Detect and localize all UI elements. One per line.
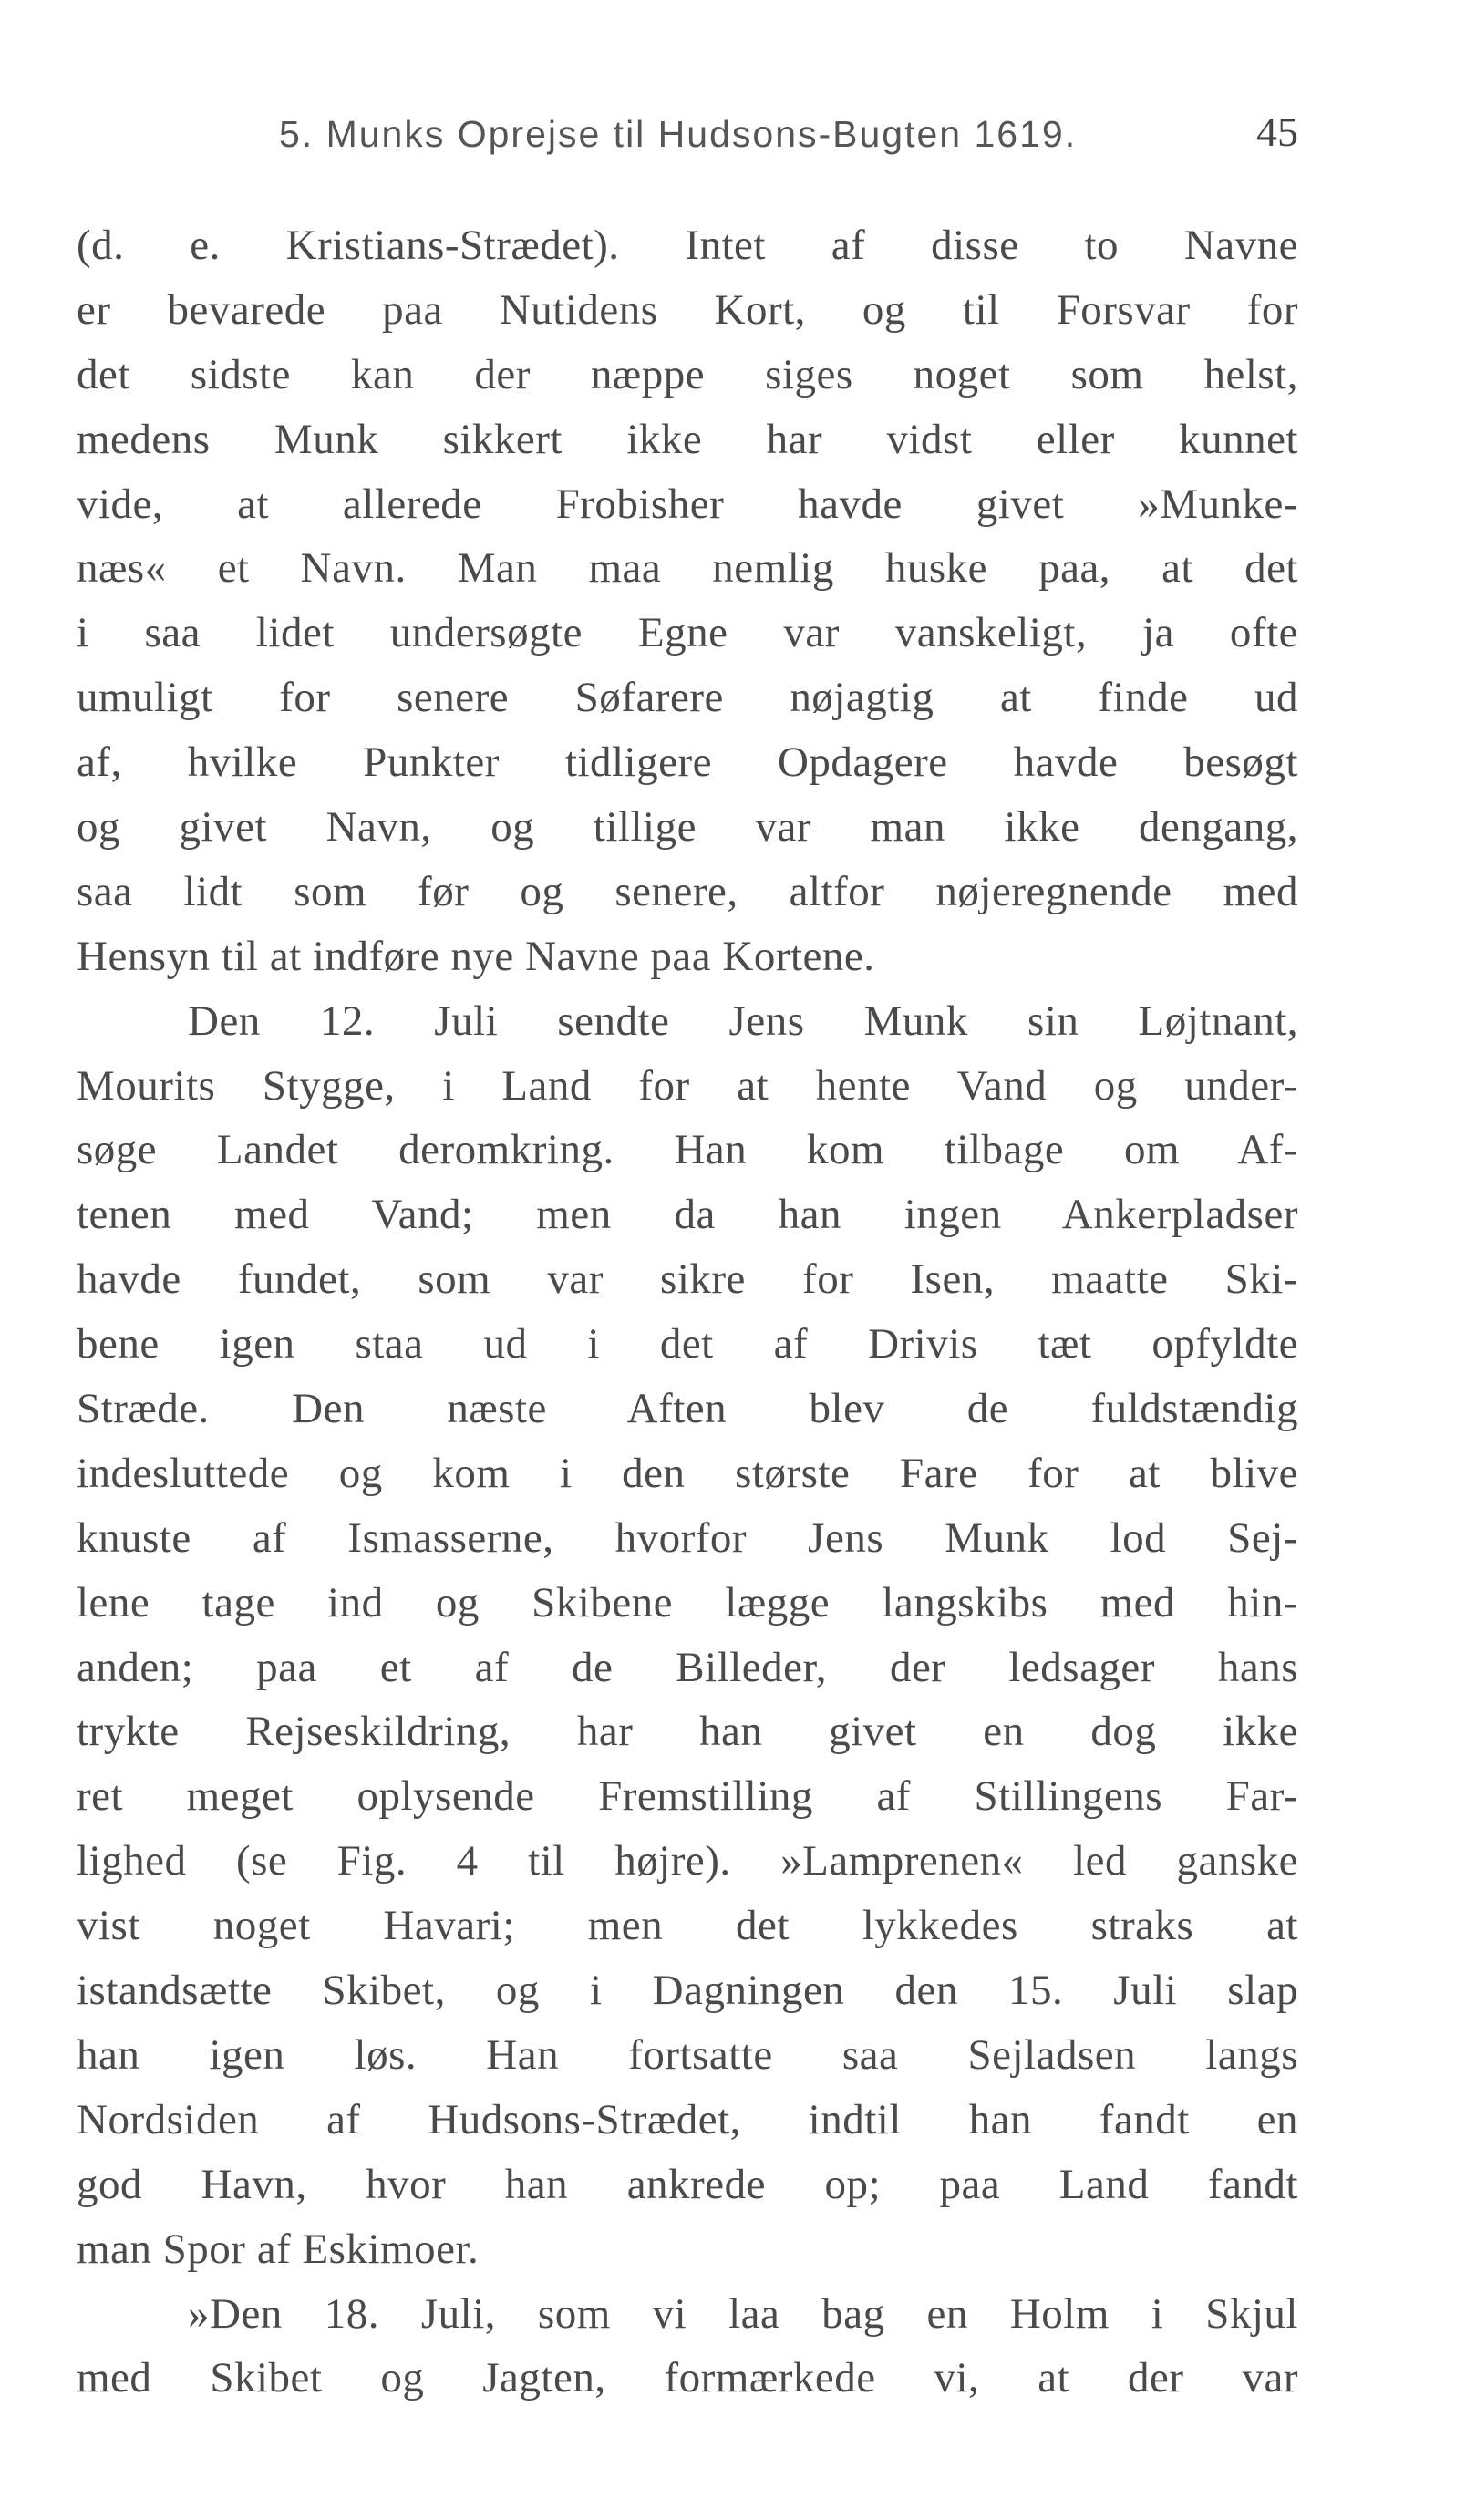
text-line: Mourits Stygge, i Land for at hente Vand og under- bbox=[77, 1061, 1298, 1110]
text-line: Hensyn til at indføre nye Navne paa Kortene. bbox=[77, 932, 875, 980]
text-line: vide, at allerede Frobisher havde givet »Munke- bbox=[77, 480, 1298, 528]
text-line: med Skibet og Jagten, formærkede vi, at der var bbox=[77, 2354, 1298, 2402]
text-line: saa lidt som før og senere, altfor nøjeregnende med bbox=[77, 867, 1298, 915]
text-line: vist noget Havari; men det lykkedes straks at bbox=[77, 1902, 1298, 1950]
text-line: han igen løs. Han fortsatte saa Sejladsen langs bbox=[77, 2030, 1298, 2079]
text-line: god Havn, hvor han ankrede op; paa Land fandt bbox=[77, 2160, 1298, 2208]
running-head bbox=[77, 108, 1298, 168]
page-number: 45 bbox=[1256, 108, 1298, 155]
text-line: af, hvilke Punkter tidligere Opdagere havde besøgt bbox=[77, 738, 1298, 787]
text-line: medens Munk sikkert ikke har vidst eller kunnet bbox=[77, 415, 1298, 463]
text-line: (d. e. Kristians-Strædet). Intet af disse to Navne bbox=[77, 222, 1298, 269]
text-line: »Den 18. Juli, som vi laa bag en Holm i Skjul bbox=[188, 2289, 1298, 2338]
text-line: Den 12. Juli sendte Jens Munk sin Løjtnant, bbox=[188, 997, 1298, 1045]
text-line: tenen med Vand; men da han ingen Ankerpladser bbox=[77, 1191, 1298, 1239]
text-line: er bevarede paa Nutidens Kort, og til Forsvar for bbox=[77, 285, 1298, 334]
text-line: næs« et Navn. Man maa nemlig huske paa, at det bbox=[77, 544, 1298, 593]
body-text bbox=[77, 213, 1298, 2411]
text-line: knuste af Ismasserne, hvorfor Jens Munk lod Sej- bbox=[77, 1513, 1298, 1562]
text-line: indesluttede og kom i den største Fare for at blive bbox=[77, 1449, 1298, 1497]
text-line: trykte Rejseskildring, har han givet en dog ikke bbox=[77, 1708, 1298, 1756]
text-line: man Spor af Eskimoer. bbox=[77, 2225, 480, 2273]
text-line: istandsætte Skibet, og i Dagningen den 15. Juli slap bbox=[77, 1967, 1298, 2015]
text-line: i saa lidet undersøgte Egne var vanskeligt, ja ofte bbox=[77, 609, 1298, 657]
text-line: anden; paa et af de Billeder, der ledsager hans bbox=[77, 1643, 1298, 1691]
running-title: 5. Munks Oprejse til Hudsons-Bugten 1619. bbox=[279, 113, 1078, 155]
text-line: Nordsiden af Hudsons-Strædet, indtil han fandt en bbox=[77, 2095, 1298, 2143]
text-line: umuligt for senere Søfarere nøjagtig at finde ud bbox=[77, 674, 1298, 722]
text-line: søge Landet deromkring. Han kom tilbage om Af- bbox=[77, 1126, 1298, 1174]
text-line: Stræde. Den næste Aften blev de fuldstændig bbox=[77, 1385, 1298, 1433]
text-line: havde fundet, som var sikre for Isen, maatte Ski- bbox=[77, 1255, 1298, 1304]
text-line: lene tage ind og Skibene lægge langskibs med hin- bbox=[77, 1578, 1298, 1627]
text-line: ret meget oplysende Fremstilling af Stillingens Far- bbox=[77, 1772, 1298, 1821]
text-line: lighed (se Fig. 4 til højre). »Lamprenen« led ganske bbox=[77, 1837, 1298, 1885]
text-line: bene igen staa ud i det af Drivis tæt opfyldte bbox=[77, 1320, 1298, 1368]
text-line: og givet Navn, og tillige var man ikke dengang, bbox=[77, 803, 1298, 852]
text-line: det sidste kan der næppe siges noget som helst, bbox=[77, 350, 1298, 398]
